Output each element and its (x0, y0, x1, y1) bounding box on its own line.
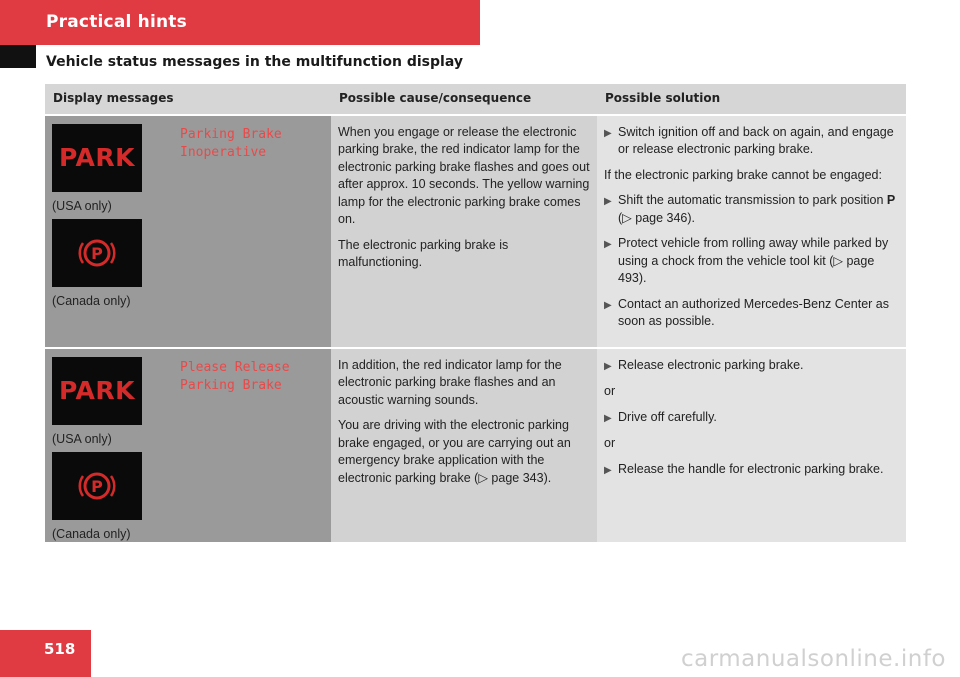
cause-cell (331, 348, 597, 542)
display-message-text (180, 359, 290, 395)
display-message-text (180, 126, 282, 162)
status-message-table (45, 84, 906, 542)
usa-only-label: (USA only) (52, 431, 112, 446)
or-separator: or (604, 436, 616, 450)
table-row (45, 348, 906, 542)
triangle-right-icon: ▶ (604, 299, 612, 311)
solution-step: ▶ Protect vehicle from rolling away while parked by using a chock from the vehicle tool kit (▷ page 493). (604, 235, 899, 288)
solution-step: ▶ Release the handle for electronic parking brake. (604, 461, 899, 480)
page-header-title: Practical hints (46, 12, 187, 32)
solution-step: ▶ Contact an authorized Mercedes-Benz Center as soon as possible. (604, 296, 899, 331)
section-title: Vehicle status messages in the multifunction display (46, 54, 463, 70)
section-marker (0, 45, 36, 68)
display-message-line: Inoperative (180, 144, 267, 160)
svg-text:P: P (91, 477, 103, 496)
solution-note: If the electronic parking brake cannot be engaged: (604, 167, 882, 182)
display-cell (45, 348, 331, 542)
display-cell (45, 115, 331, 348)
or-separator: or (604, 384, 616, 398)
park-lamp-icon (52, 124, 142, 192)
cause-paragraph: You are driving with the electronic parking brake engaged, or you are carrying out an emergency brake application with the electronic parking brake (▷ page 343). (338, 418, 571, 485)
column-header-display: Display messages (45, 84, 331, 115)
park-lamp-icon (52, 357, 142, 425)
cause-paragraph: The electronic parking brake is malfunctioning. (338, 237, 509, 269)
display-message-line: Parking Brake (180, 377, 282, 393)
parking-brake-circle-p-icon (77, 466, 117, 506)
triangle-right-icon: ▶ (604, 360, 612, 372)
canada-only-label: (Canada only) (52, 294, 131, 308)
solution-step: ▶ Drive off carefully. (604, 409, 899, 428)
svg-text:P: P (91, 244, 103, 263)
display-message-line: Parking Brake (180, 126, 282, 142)
column-header-cause: Possible cause/consequence (331, 84, 597, 115)
triangle-right-icon: ▶ (604, 127, 612, 139)
solution-cell (597, 348, 906, 542)
parking-brake-circle-p-icon (77, 233, 117, 273)
page-number: 518 (44, 640, 76, 658)
triangle-right-icon: ▶ (604, 239, 612, 250)
solution-step: ▶ Release electronic parking brake. (604, 357, 899, 376)
cause-cell (331, 115, 597, 348)
canada-only-label: (Canada only) (52, 527, 131, 541)
solution-cell (597, 115, 906, 348)
display-message-line: Please Release (180, 359, 290, 375)
parking-brake-lamp-icon (52, 452, 142, 520)
watermark: carmanualsonline.info (680, 646, 946, 672)
park-lamp-text: PARK (59, 142, 135, 172)
solution-step: ▶ Switch ignition off and back on again, and engage or release electronic parking brake. (604, 124, 899, 159)
usa-only-label: (USA only) (52, 198, 112, 213)
triangle-right-icon: ▶ (604, 412, 612, 424)
triangle-right-icon: ▶ (604, 196, 612, 207)
cause-paragraph: In addition, the red indicator lamp for the electronic parking brake flashes and an acoustic warning sounds. (338, 357, 562, 407)
column-header-solution: Possible solution (597, 84, 906, 115)
table-row (45, 115, 906, 348)
parking-brake-lamp-icon (52, 219, 142, 287)
solution-step: ▶ Shift the automatic transmission to park position P (▷ page 346). (604, 192, 899, 227)
cause-paragraph: When you engage or release the electronic parking brake, the red indicator lamp for the electronic parking brake flashes and goes out after approx. 10 seconds. The yellow warning lamp for the electronic parking brake comes on. (338, 124, 590, 226)
triangle-right-icon: ▶ (604, 464, 612, 476)
park-lamp-text: PARK (59, 375, 135, 405)
